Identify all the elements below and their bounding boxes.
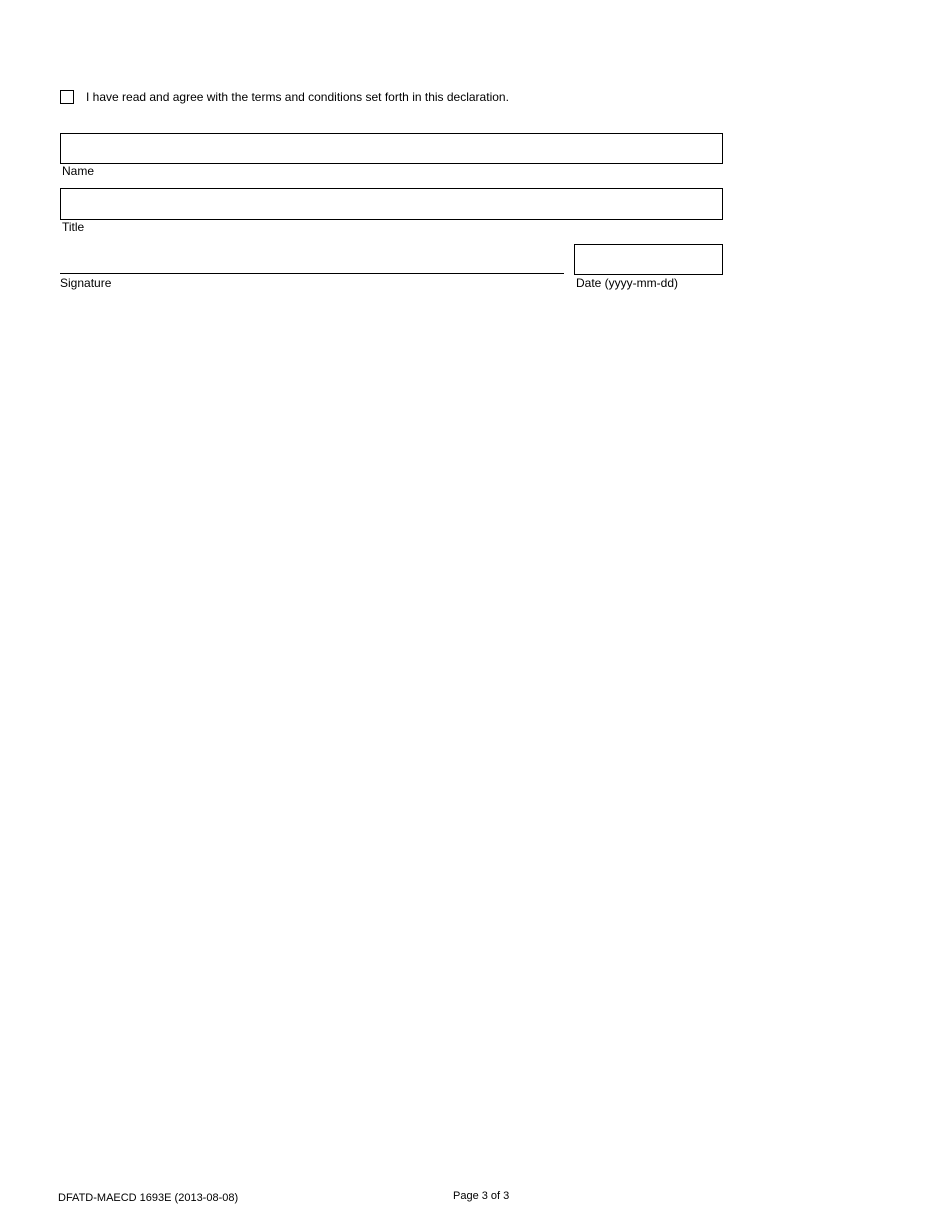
signature-label: Signature	[60, 276, 112, 290]
form-identifier: DFATD-MAECD 1693E (2013-08-08)	[58, 1192, 239, 1204]
page-number: Page 3 of 3	[453, 1190, 510, 1202]
date-field[interactable]	[574, 244, 723, 275]
name-label: Name	[62, 164, 95, 178]
date-input[interactable]	[575, 245, 722, 274]
title-input[interactable]	[61, 189, 722, 219]
name-input[interactable]	[61, 134, 722, 163]
title-field[interactable]	[60, 188, 723, 220]
name-field[interactable]	[60, 133, 723, 164]
title-label: Title	[62, 220, 85, 234]
signature-line	[60, 273, 564, 274]
date-label: Date (yyyy-mm-dd)	[576, 276, 679, 290]
agree-checkbox[interactable]	[60, 90, 74, 104]
agree-label: I have read and agree with the terms and conditions set forth in this declaration.	[86, 90, 509, 104]
